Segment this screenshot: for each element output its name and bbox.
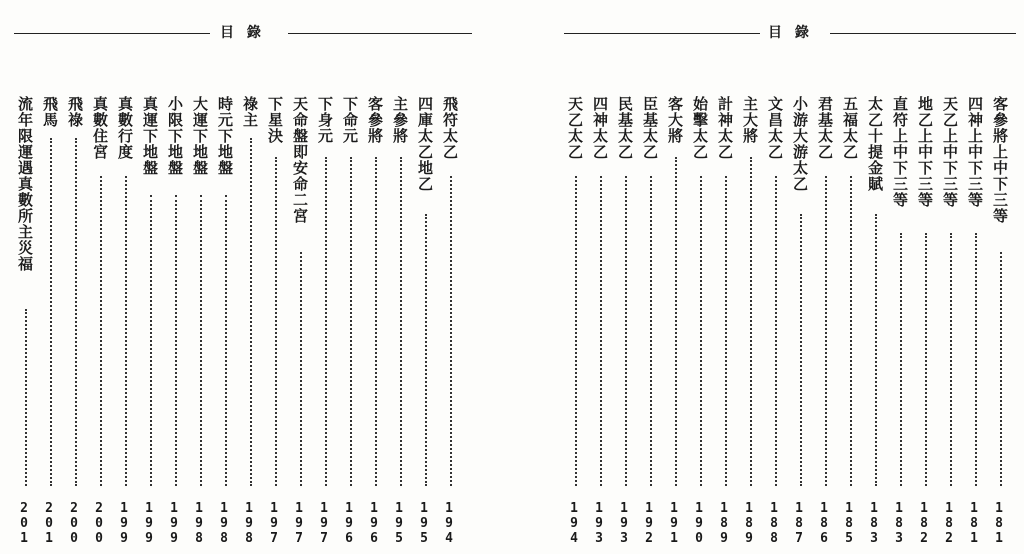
entry-page-number: 1 8 8 bbox=[770, 501, 778, 546]
toc-entry[interactable] bbox=[314, 96, 339, 550]
entry-title: 主參將 bbox=[391, 96, 409, 144]
entry-title: 真運下地盤 bbox=[141, 96, 159, 176]
entry-title: 下星決 bbox=[266, 96, 284, 144]
toc-entry[interactable] bbox=[239, 96, 264, 550]
toc-entries-right bbox=[564, 96, 1014, 550]
toc-entry[interactable] bbox=[714, 96, 739, 550]
toc-entry[interactable] bbox=[614, 96, 639, 550]
entry-page-number: 1 9 5 bbox=[420, 501, 428, 546]
dot-leader bbox=[775, 176, 777, 486]
entry-page-number: 1 8 2 bbox=[945, 501, 953, 546]
dot-leader bbox=[725, 176, 727, 486]
toc-entry[interactable] bbox=[389, 96, 414, 550]
dot-leader bbox=[675, 157, 677, 486]
entry-title: 主大將 bbox=[741, 96, 759, 144]
entry-page-number: 1 9 6 bbox=[345, 501, 353, 546]
entry-page-number: 2 0 1 bbox=[45, 501, 53, 546]
dot-leader bbox=[150, 195, 152, 486]
entry-title: 文昌太乙 bbox=[766, 96, 784, 160]
entry-title: 四神太乙 bbox=[591, 96, 609, 160]
dot-leader bbox=[575, 176, 577, 486]
entry-title: 祿主 bbox=[241, 96, 259, 128]
dot-leader bbox=[175, 195, 177, 486]
dot-leader bbox=[375, 157, 377, 486]
entry-page-number: 1 8 3 bbox=[870, 501, 878, 546]
entry-page-number: 1 9 7 bbox=[270, 501, 278, 546]
entry-title: 君基太乙 bbox=[816, 96, 834, 160]
entry-page-number: 1 9 3 bbox=[620, 501, 628, 546]
header-rule-right bbox=[830, 33, 1016, 34]
dot-leader bbox=[1000, 252, 1002, 486]
toc-entry[interactable] bbox=[139, 96, 164, 550]
toc-entry[interactable] bbox=[939, 96, 964, 550]
dot-leader bbox=[400, 157, 402, 486]
entry-page-number: 2 0 0 bbox=[70, 501, 78, 546]
entry-page-number: 1 8 1 bbox=[970, 501, 978, 546]
dot-leader bbox=[225, 195, 227, 486]
entry-page-number: 1 9 2 bbox=[645, 501, 653, 546]
entry-title: 計神太乙 bbox=[716, 96, 734, 160]
dot-leader bbox=[25, 309, 27, 486]
entry-page-number: 1 8 9 bbox=[720, 501, 728, 546]
entry-page-number: 1 9 3 bbox=[595, 501, 603, 546]
toc-entry[interactable] bbox=[639, 96, 664, 550]
entry-title: 下命元 bbox=[341, 96, 359, 144]
toc-entry[interactable] bbox=[64, 96, 89, 550]
entry-title: 客參將上中下三等 bbox=[991, 96, 1009, 224]
toc-entry[interactable] bbox=[689, 96, 714, 550]
toc-entry[interactable] bbox=[839, 96, 864, 550]
toc-entry[interactable] bbox=[89, 96, 114, 550]
entry-page-number: 1 9 7 bbox=[320, 501, 328, 546]
toc-entry[interactable] bbox=[589, 96, 614, 550]
dot-leader bbox=[600, 176, 602, 486]
entry-title: 太乙十提金賦 bbox=[866, 96, 884, 192]
entry-title: 始擊太乙 bbox=[691, 96, 709, 160]
toc-entry[interactable] bbox=[114, 96, 139, 550]
entry-page-number: 1 9 8 bbox=[220, 501, 228, 546]
dot-leader bbox=[875, 214, 877, 486]
dot-leader bbox=[275, 157, 277, 486]
entry-title: 大運下地盤 bbox=[191, 96, 209, 176]
entry-page-number: 1 8 9 bbox=[745, 501, 753, 546]
entry-title: 時元下地盤 bbox=[216, 96, 234, 176]
dot-leader bbox=[925, 233, 927, 486]
entry-page-number: 1 9 9 bbox=[170, 501, 178, 546]
toc-entry[interactable] bbox=[789, 96, 814, 550]
toc-entry[interactable] bbox=[439, 96, 464, 550]
dot-leader bbox=[425, 214, 427, 486]
entry-title: 臣基太乙 bbox=[641, 96, 659, 160]
entry-title: 天乙太乙 bbox=[566, 96, 584, 160]
dot-leader bbox=[825, 176, 827, 486]
entry-page-number: 1 8 2 bbox=[920, 501, 928, 546]
right-page bbox=[512, 0, 1024, 554]
toc-entry[interactable] bbox=[414, 96, 439, 550]
entry-page-number: 1 9 8 bbox=[195, 501, 203, 546]
entry-title: 四神上中下三等 bbox=[966, 96, 984, 208]
dot-leader bbox=[350, 157, 352, 486]
dot-leader bbox=[50, 138, 52, 486]
dot-leader bbox=[300, 252, 302, 486]
dot-leader bbox=[100, 176, 102, 486]
entry-page-number: 1 9 7 bbox=[295, 501, 303, 546]
entry-title: 客參將 bbox=[366, 96, 384, 144]
toc-entry[interactable] bbox=[189, 96, 214, 550]
entry-title: 真數行度 bbox=[116, 96, 134, 160]
entry-page-number: 1 8 1 bbox=[995, 501, 1003, 546]
entry-page-number: 1 9 8 bbox=[245, 501, 253, 546]
entry-page-number: 1 8 5 bbox=[845, 501, 853, 546]
entry-title: 直符上中下三等 bbox=[891, 96, 909, 208]
dot-leader bbox=[200, 195, 202, 486]
header-rule-right bbox=[288, 33, 472, 34]
toc-entry[interactable] bbox=[914, 96, 939, 550]
dot-leader bbox=[850, 176, 852, 486]
toc-entry[interactable] bbox=[14, 96, 39, 550]
header-rule-left bbox=[564, 33, 760, 34]
entry-page-number: 1 9 1 bbox=[670, 501, 678, 546]
entry-page-number: 1 9 6 bbox=[370, 501, 378, 546]
toc-entry[interactable] bbox=[564, 96, 589, 550]
entry-title: 飛祿 bbox=[66, 96, 84, 128]
entry-page-number: 1 9 4 bbox=[445, 501, 453, 546]
entry-page-number: 2 0 1 bbox=[20, 501, 28, 546]
dot-leader bbox=[625, 176, 627, 486]
toc-entry[interactable] bbox=[739, 96, 764, 550]
dot-leader bbox=[900, 233, 902, 486]
toc-entries-left bbox=[14, 96, 464, 550]
entry-page-number: 2 0 0 bbox=[95, 501, 103, 546]
entry-page-number: 1 9 9 bbox=[145, 501, 153, 546]
dot-leader bbox=[125, 176, 127, 486]
dot-leader bbox=[800, 214, 802, 486]
toc-entry[interactable] bbox=[39, 96, 64, 550]
entry-page-number: 1 9 4 bbox=[570, 501, 578, 546]
toc-entry[interactable] bbox=[339, 96, 364, 550]
page-title-left: 目 錄 bbox=[220, 25, 265, 41]
entry-page-number: 1 9 9 bbox=[120, 501, 128, 546]
entry-title: 客大將 bbox=[666, 96, 684, 144]
dot-leader bbox=[975, 233, 977, 486]
entry-title: 天乙上中下三等 bbox=[941, 96, 959, 208]
entry-title: 下身元 bbox=[316, 96, 334, 144]
dot-leader bbox=[250, 138, 252, 486]
entry-title: 小游大游太乙 bbox=[791, 96, 809, 192]
dot-leader bbox=[75, 138, 77, 486]
entry-title: 真數住宮 bbox=[91, 96, 109, 160]
entry-title: 地乙上中下三等 bbox=[916, 96, 934, 208]
toc-entry[interactable] bbox=[864, 96, 889, 550]
entry-title: 民基太乙 bbox=[616, 96, 634, 160]
dot-leader bbox=[750, 157, 752, 486]
entry-page-number: 1 8 7 bbox=[795, 501, 803, 546]
entry-title: 飛符太乙 bbox=[441, 96, 459, 160]
toc-entry[interactable] bbox=[889, 96, 914, 550]
entry-page-number: 1 9 0 bbox=[695, 501, 703, 546]
dot-leader bbox=[450, 176, 452, 486]
toc-entry[interactable] bbox=[289, 96, 314, 550]
dot-leader bbox=[325, 157, 327, 486]
entry-title: 天命盤即安命二宮 bbox=[291, 96, 309, 224]
header-rule-left bbox=[14, 33, 210, 34]
dot-leader bbox=[950, 233, 952, 486]
toc-entry[interactable] bbox=[214, 96, 239, 550]
entry-page-number: 1 8 3 bbox=[895, 501, 903, 546]
entry-title: 飛馬 bbox=[41, 96, 59, 128]
entry-title: 流年限運遇真數所主災福 bbox=[16, 96, 34, 272]
toc-entry[interactable] bbox=[989, 96, 1014, 550]
toc-entry[interactable] bbox=[814, 96, 839, 550]
toc-entry[interactable] bbox=[664, 96, 689, 550]
entry-title: 四庫太乙地乙 bbox=[416, 96, 434, 192]
entry-page-number: 1 8 6 bbox=[820, 501, 828, 546]
toc-entry[interactable] bbox=[364, 96, 389, 550]
toc-entry[interactable] bbox=[964, 96, 989, 550]
page-title-right: 目 錄 bbox=[768, 25, 813, 41]
toc-entry[interactable] bbox=[764, 96, 789, 550]
toc-entry[interactable] bbox=[264, 96, 289, 550]
toc-entry[interactable] bbox=[164, 96, 189, 550]
entry-title: 五福太乙 bbox=[841, 96, 859, 160]
entry-page-number: 1 9 5 bbox=[395, 501, 403, 546]
entry-title: 小限下地盤 bbox=[166, 96, 184, 176]
dot-leader bbox=[650, 176, 652, 486]
dot-leader bbox=[700, 176, 702, 486]
